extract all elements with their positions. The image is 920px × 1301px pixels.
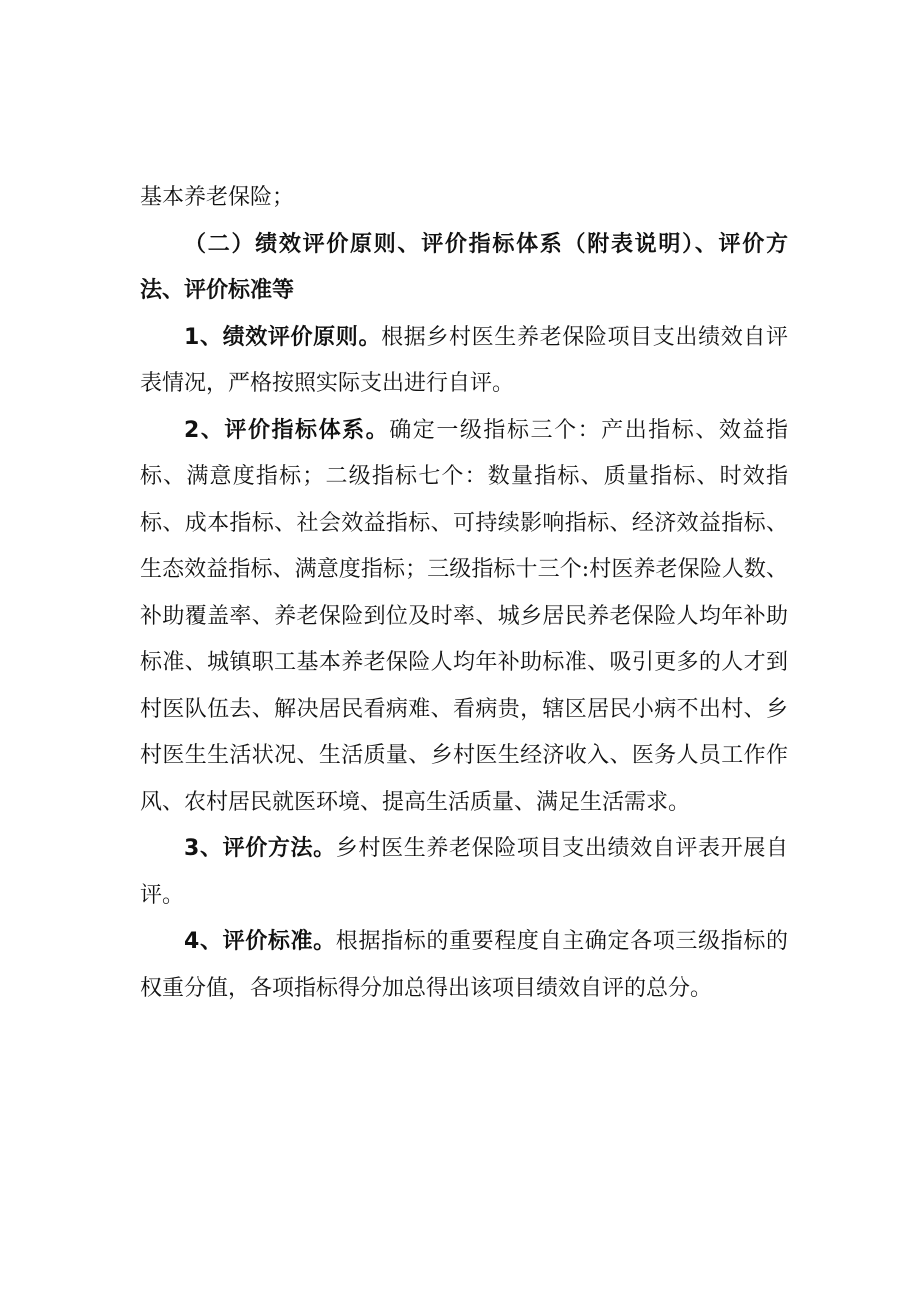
lead-line: 基本养老保险； [140,185,295,210]
document-body [140,175,788,1012]
item-indicator-system [140,408,788,827]
item-label: 2、评价指标体系。 [184,417,390,443]
item-text: 根据乡村医生养老保险项目支出绩效自评表情况，严格按照实际支出进行自评。 [140,324,788,396]
item-label: 4、评价标准。 [184,929,336,954]
item-label: 1、绩效评价原则。 [184,324,382,350]
item-text: 根据指标的重要程度自主确定各项三级指标的权重分值，各项指标得分加总得出该项目绩效自评的总分。 [140,929,788,1001]
item-principle [140,315,788,408]
item-text: 乡村医生养老保险项目支出绩效自评表开展自评。 [140,836,788,908]
item-text: 确定一级指标三个：产出指标、效益指标、满意度指标；二级指标七个：数量指标、质量指标、时效指标、成本指标、社会效益指标、可持续影响指标、经济效益指标、生态效益指标、满意度指标；三级指标十三个:村医养老保险人数、补助覆盖率、养老保险到位及时率、城乡居民养老保险人均年补助标准、城镇职工基本养老保险人均年补助标准、吸引更多的人才到村医队伍去、解决居民看病难、看病贵，辖区居民小病不出村、乡村医生生活状况、生活质量、乡村医生经济收入、医务人员工作作风、农村居民就医环境、提高生活质量、满足生活需求。 [140,417,788,815]
section-heading: （二）绩效评价原则、评价指标体系（附表说明）、评价方法、评价标准等 [140,231,788,303]
item-label: 3、评价方法。 [184,836,336,861]
item-standard [140,919,788,1012]
item-method [140,826,788,919]
